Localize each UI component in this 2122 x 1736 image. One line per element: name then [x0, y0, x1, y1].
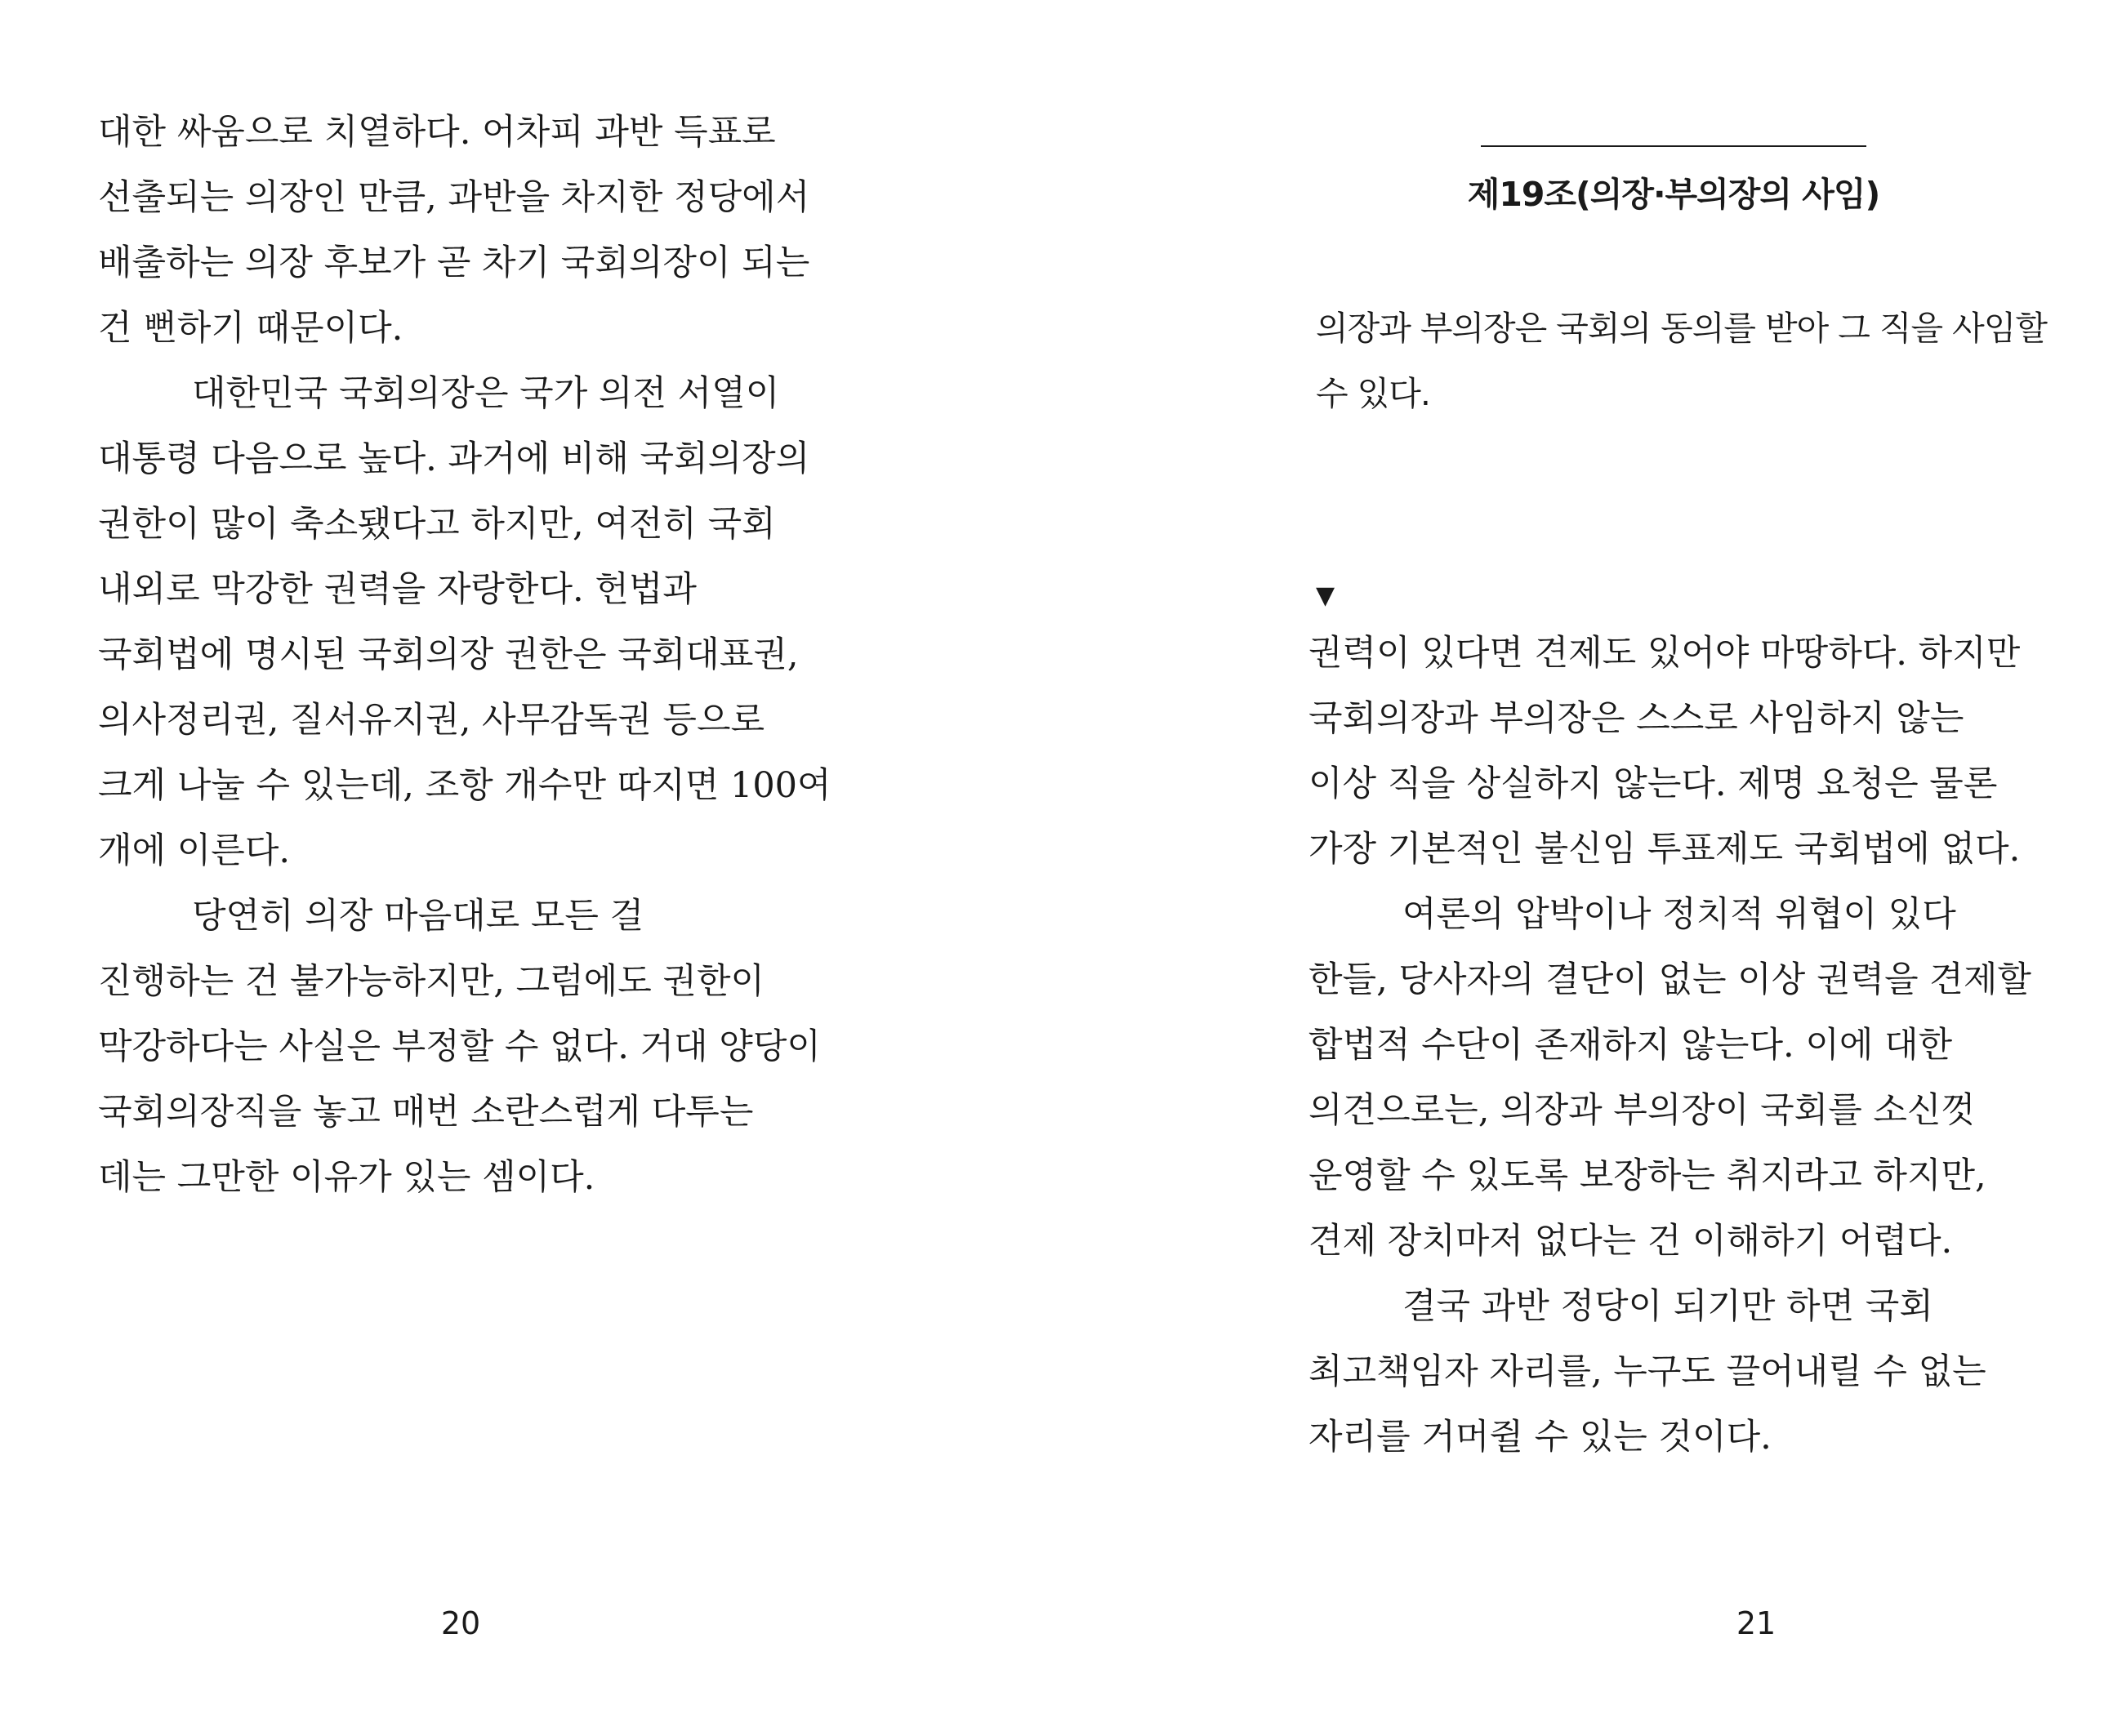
text-line: 여론의 압박이나 정치적 위협이 있다 — [1402, 894, 1956, 935]
left-page-body — [98, 100, 833, 1210]
text-line: 대한 싸움으로 치열하다. 어차피 과반 득표로 — [98, 112, 776, 153]
text-line: 건 뻔하기 때문이다. — [98, 308, 403, 349]
text-line: 진행하는 건 불가능하지만, 그럼에도 권한이 — [98, 961, 765, 1002]
text-line: 국회의장직을 놓고 매번 소란스럽게 다투는 — [98, 1092, 754, 1133]
article-heading: 제19조(의장·부의장의 사임) — [1467, 175, 1880, 214]
text-line: 의견으로는, 의장과 부의장이 국회를 소신껏 — [1308, 1090, 1976, 1131]
text-line: 결국 과반 정당이 되기만 하면 국회 — [1402, 1286, 1933, 1327]
text-line: 내외로 막강한 권력을 자랑한다. 헌법과 — [98, 569, 697, 610]
text-line: 막강하다는 사실은 부정할 수 없다. 거대 양당이 — [98, 1026, 821, 1067]
text-line: 최고책임자 자리를, 누구도 끌어내릴 수 없는 — [1308, 1351, 1986, 1392]
text-line: 자리를 거머쥘 수 있는 것이다. — [1308, 1417, 1772, 1458]
page-number: 20 — [440, 1605, 481, 1641]
article-text — [1316, 296, 2051, 426]
text-line: 대통령 다음으로 높다. 과거에 비해 국회의장의 — [98, 438, 810, 479]
text-line: 권력이 있다면 견제도 있어야 마땅하다. 하지만 — [1308, 633, 2021, 674]
text-line: 당연히 의장 마음대로 모든 걸 — [192, 896, 644, 937]
triangle-down-icon: ▼ — [1316, 581, 1335, 610]
text-line: 합법적 수단이 존재하지 않는다. 이에 대한 — [1308, 1025, 1953, 1066]
text-line: 견제 장치마저 없다는 건 이해하기 어렵다. — [1308, 1221, 1953, 1262]
text-line: 배출하는 의장 후보가 곧 차기 국회의장이 되는 — [98, 243, 810, 283]
text-line: 운영할 수 있도록 보장하는 취지라고 하지만, — [1308, 1155, 1986, 1196]
text-line: 의사정리권, 질서유지권, 사무감독권 등으로 — [98, 700, 765, 741]
text-line: 권한이 많이 축소됐다고 하지만, 여전히 국회 — [98, 504, 776, 545]
text-line: 대한민국 국회의장은 국가 의전 서열이 — [192, 373, 780, 414]
heading-rule — [1481, 145, 1866, 147]
page-number: 21 — [1736, 1605, 1777, 1641]
text-line: 데는 그만한 이유가 있는 셈이다. — [98, 1157, 595, 1198]
text-line: 개에 이른다. — [98, 830, 291, 871]
right-page-body — [1308, 621, 2076, 1470]
text-line: 국회의장과 부의장은 스스로 사임하지 않는 — [1308, 698, 1964, 739]
article-line: 수 있다. — [1316, 374, 1430, 413]
text-line: 한들, 당사자의 결단이 없는 이상 권력을 견제할 — [1308, 959, 2031, 1000]
article-line: 의장과 부의장은 국회의 동의를 받아 그 직을 사임할 — [1316, 309, 2047, 348]
right-page — [1061, 0, 2122, 1736]
text-line: 가장 기본적인 불신임 투표제도 국회법에 없다. — [1308, 829, 2021, 870]
text-line: 이상 직을 상실하지 않는다. 제명 요청은 물론 — [1308, 763, 1998, 804]
text-line: 국회법에 명시된 국회의장 권한은 국회대표권, — [98, 634, 799, 675]
text-line: 선출되는 의장인 만큼, 과반을 차지한 정당에서 — [98, 177, 810, 218]
text-line: 크게 나눌 수 있는데, 조항 개수만 따지면 100여 — [98, 765, 831, 806]
